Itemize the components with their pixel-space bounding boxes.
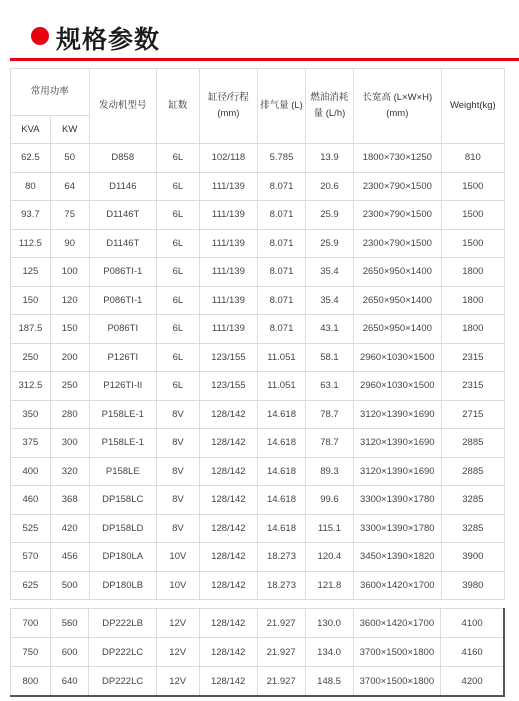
cell-fuel: 134.0: [305, 638, 353, 667]
cell-weight: 1500: [441, 201, 504, 230]
cell-bore-stroke: 111/139: [199, 258, 257, 287]
cell-bore-stroke: 111/139: [199, 172, 257, 201]
table-row: [11, 543, 505, 572]
cell-dims: 3120×1390×1690: [353, 429, 441, 458]
cell-model: DP180LA: [89, 543, 156, 572]
cell-fuel: 130.0: [305, 609, 353, 638]
cell-kva: 312.5: [11, 372, 51, 401]
cell-kva: 80: [11, 172, 51, 201]
cell-model: DP222LC: [89, 667, 156, 697]
cell-fuel: 78.7: [305, 429, 353, 458]
cell-fuel: 120.4: [305, 543, 353, 572]
cell-kw: 64: [50, 172, 89, 201]
cell-model: P086TI-1: [89, 258, 156, 287]
red-dot-icon: [31, 27, 49, 45]
cell-model: P086TI-1: [89, 286, 156, 315]
cell-displacement: 8.071: [257, 258, 305, 287]
cell-cylinders: 8V: [156, 457, 199, 486]
cell-dims: 3120×1390×1690: [353, 400, 441, 429]
cell-dims: 3300×1390×1780: [353, 486, 441, 515]
cell-bore-stroke: 128/142: [199, 609, 257, 638]
cell-fuel: 121.8: [305, 571, 353, 600]
table-row: [11, 571, 505, 600]
table-row: [11, 201, 505, 230]
cell-cylinders: 8V: [156, 400, 199, 429]
cell-weight: 3980: [441, 571, 504, 600]
cell-bore-stroke: 128/142: [199, 457, 257, 486]
cell-dims: 2960×1030×1500: [353, 372, 441, 401]
header-divider: [10, 58, 519, 61]
cell-weight: 1500: [441, 172, 504, 201]
cell-model: P086TI: [89, 315, 156, 344]
cell-kw: 560: [50, 609, 89, 638]
cell-kva: 375: [11, 429, 51, 458]
table-row: [11, 229, 505, 258]
table-row: [11, 258, 505, 287]
header-fuel: [305, 69, 353, 144]
cell-cylinders: 6L: [156, 258, 199, 287]
cell-cylinders: 6L: [156, 343, 199, 372]
cell-kw: 50: [50, 144, 89, 173]
cell-cylinders: 12V: [156, 609, 199, 638]
table-row: [11, 172, 505, 201]
cell-fuel: 78.7: [305, 400, 353, 429]
cell-cylinders: 6L: [156, 172, 199, 201]
cell-model: P126TI-II: [89, 372, 156, 401]
table-row: [11, 457, 505, 486]
header-fuel-unit: 量 (L/h): [313, 108, 346, 119]
cell-bore-stroke: 128/142: [199, 429, 257, 458]
cell-model: P158LE: [89, 457, 156, 486]
cell-displacement: 8.071: [257, 172, 305, 201]
table-row: [11, 667, 505, 697]
cell-kw: 75: [50, 201, 89, 230]
cell-kva: 93.7: [11, 201, 51, 230]
table-header-row: [11, 69, 505, 116]
cell-kva: 700: [11, 609, 51, 638]
header-fuel-label: 燃油消耗: [310, 92, 349, 103]
cell-bore-stroke: 128/142: [199, 400, 257, 429]
cell-kva: 400: [11, 457, 51, 486]
cell-weight: 3285: [441, 486, 504, 515]
cell-bore-stroke: 128/142: [199, 543, 257, 572]
cell-fuel: 13.9: [305, 144, 353, 173]
table-row: [11, 144, 505, 173]
cell-model: P158LE-1: [89, 400, 156, 429]
cell-weight: 2315: [441, 343, 504, 372]
cell-cylinders: 12V: [156, 667, 199, 697]
cell-fuel: 25.9: [305, 201, 353, 230]
cell-model: DP180LB: [89, 571, 156, 600]
cell-fuel: 148.5: [305, 667, 353, 697]
cell-cylinders: 10V: [156, 543, 199, 572]
cell-displacement: 5.785: [257, 144, 305, 173]
cell-dims: 2650×950×1400: [353, 258, 441, 287]
cell-displacement: 14.618: [257, 457, 305, 486]
cell-bore-stroke: 102/118: [199, 144, 257, 173]
cell-dims: 3600×1420×1700: [353, 609, 441, 638]
cell-displacement: 21.927: [257, 609, 305, 638]
cell-kw: 200: [50, 343, 89, 372]
cell-dims: 2300×790×1500: [353, 201, 441, 230]
header-bore-stroke: [199, 69, 257, 144]
cell-bore-stroke: 123/155: [199, 372, 257, 401]
cell-fuel: 43.1: [305, 315, 353, 344]
cell-bore-stroke: 123/155: [199, 343, 257, 372]
cell-fuel: 20.6: [305, 172, 353, 201]
cell-kw: 280: [50, 400, 89, 429]
cell-kva: 625: [11, 571, 51, 600]
cell-kva: 570: [11, 543, 51, 572]
cell-kw: 456: [50, 543, 89, 572]
cell-kw: 420: [50, 514, 89, 543]
cell-weight: 4160: [441, 638, 504, 667]
cell-weight: 2885: [441, 457, 504, 486]
cell-dims: 3700×1500×1800: [353, 638, 441, 667]
cell-displacement: 14.618: [257, 514, 305, 543]
cell-fuel: 115.1: [305, 514, 353, 543]
cell-dims: 2300×790×1500: [353, 229, 441, 258]
cell-cylinders: 6L: [156, 286, 199, 315]
cell-kva: 350: [11, 400, 51, 429]
cell-displacement: 8.071: [257, 315, 305, 344]
cell-weight: 810: [441, 144, 504, 173]
cell-kva: 187.5: [11, 315, 51, 344]
header-dims: 长宽高 (L×W×H)(mm): [353, 69, 441, 144]
cell-displacement: 14.618: [257, 486, 305, 515]
table-row: [11, 315, 505, 344]
cell-kva: 112.5: [11, 229, 51, 258]
cell-displacement: 8.071: [257, 201, 305, 230]
cell-model: DP222LB: [89, 609, 156, 638]
cell-kva: 62.5: [11, 144, 51, 173]
cell-weight: 1800: [441, 286, 504, 315]
cell-kw: 368: [50, 486, 89, 515]
header-displacement: 排气量 (L): [257, 69, 305, 144]
header-model: 发动机型号: [89, 69, 156, 144]
cell-displacement: 14.618: [257, 429, 305, 458]
cell-displacement: 8.071: [257, 286, 305, 315]
table-row: [11, 429, 505, 458]
cell-weight: 1800: [441, 258, 504, 287]
cell-weight: 2315: [441, 372, 504, 401]
table-row: [11, 343, 505, 372]
header-power: 常用功率: [11, 69, 90, 116]
cell-kw: 300: [50, 429, 89, 458]
cell-kw: 150: [50, 315, 89, 344]
cell-kw: 250: [50, 372, 89, 401]
table-row: [11, 400, 505, 429]
cell-displacement: 18.273: [257, 571, 305, 600]
cell-cylinders: 8V: [156, 429, 199, 458]
table-body: [11, 144, 505, 600]
cell-weight: 1500: [441, 229, 504, 258]
cell-dims: 3120×1390×1690: [353, 457, 441, 486]
cell-model: P158LE-1: [89, 429, 156, 458]
cell-dims: 2960×1030×1500: [353, 343, 441, 372]
cell-model: D1146T: [89, 201, 156, 230]
cell-cylinders: 6L: [156, 372, 199, 401]
cell-kw: 100: [50, 258, 89, 287]
table-row: [11, 486, 505, 515]
cell-weight: 4200: [441, 667, 504, 697]
cell-bore-stroke: 128/142: [199, 514, 257, 543]
cell-kva: 800: [11, 667, 51, 697]
cell-fuel: 25.9: [305, 229, 353, 258]
header-weight: Weight(kg): [441, 69, 504, 144]
cell-displacement: 18.273: [257, 543, 305, 572]
cell-cylinders: 10V: [156, 571, 199, 600]
cell-model: D1146T: [89, 229, 156, 258]
cell-fuel: 63.1: [305, 372, 353, 401]
cell-dims: 2650×950×1400: [353, 286, 441, 315]
header-cylinders: 缸数: [156, 69, 199, 144]
cell-model: DP158LD: [89, 514, 156, 543]
cell-cylinders: 8V: [156, 514, 199, 543]
header-kw: KW: [50, 116, 89, 144]
cell-fuel: 99.6: [305, 486, 353, 515]
page-title: 规格参数: [56, 26, 161, 54]
cell-dims: 3700×1500×1800: [353, 667, 441, 697]
cell-dims: 1800×730×1250: [353, 144, 441, 173]
cell-dims: 3600×1420×1700: [353, 571, 441, 600]
cell-model: D1146: [89, 172, 156, 201]
cell-displacement: 8.071: [257, 229, 305, 258]
table-row: [11, 514, 505, 543]
cell-displacement: 14.618: [257, 400, 305, 429]
cell-displacement: 11.051: [257, 343, 305, 372]
cell-displacement: 11.051: [257, 372, 305, 401]
cell-cylinders: 8V: [156, 486, 199, 515]
cell-bore-stroke: 111/139: [199, 315, 257, 344]
table-row: [11, 638, 505, 667]
cell-kw: 320: [50, 457, 89, 486]
cell-displacement: 21.927: [257, 667, 305, 697]
cell-weight: 2715: [441, 400, 504, 429]
spec-table: [10, 68, 505, 600]
cell-cylinders: 6L: [156, 229, 199, 258]
cell-kva: 150: [11, 286, 51, 315]
header-bore-stroke-unit: (mm): [217, 108, 240, 119]
header-kva: KVA: [11, 116, 51, 144]
cell-bore-stroke: 111/139: [199, 229, 257, 258]
cell-weight: 3900: [441, 543, 504, 572]
cell-kw: 500: [50, 571, 89, 600]
cell-weight: 4100: [441, 609, 504, 638]
header-bore-stroke-label: 缸径/行程: [208, 92, 249, 103]
cell-dims: 2300×790×1500: [353, 172, 441, 201]
cell-kva: 525: [11, 514, 51, 543]
cell-kw: 640: [50, 667, 89, 697]
cell-bore-stroke: 128/142: [199, 571, 257, 600]
cell-kva: 250: [11, 343, 51, 372]
table-body-continued: [11, 609, 505, 697]
cell-fuel: 58.1: [305, 343, 353, 372]
cell-fuel: 35.4: [305, 286, 353, 315]
cell-cylinders: 12V: [156, 638, 199, 667]
cell-kva: 750: [11, 638, 51, 667]
cell-dims: 3300×1390×1780: [353, 514, 441, 543]
section-header: [0, 0, 519, 64]
cell-model: P126TI: [89, 343, 156, 372]
cell-fuel: 35.4: [305, 258, 353, 287]
cell-weight: 2885: [441, 429, 504, 458]
cell-displacement: 21.927: [257, 638, 305, 667]
table-row: [11, 372, 505, 401]
cell-dims: 2650×950×1400: [353, 315, 441, 344]
cell-model: D858: [89, 144, 156, 173]
cell-kva: 125: [11, 258, 51, 287]
cell-model: DP158LC: [89, 486, 156, 515]
cell-weight: 3285: [441, 514, 504, 543]
cell-bore-stroke: 128/142: [199, 638, 257, 667]
cell-fuel: 89.3: [305, 457, 353, 486]
cell-cylinders: 6L: [156, 144, 199, 173]
spec-table-continued: [10, 608, 505, 697]
cell-bore-stroke: 111/139: [199, 286, 257, 315]
cell-kw: 90: [50, 229, 89, 258]
cell-kw: 600: [50, 638, 89, 667]
cell-bore-stroke: 111/139: [199, 201, 257, 230]
cell-cylinders: 6L: [156, 315, 199, 344]
cell-cylinders: 6L: [156, 201, 199, 230]
table-row: [11, 286, 505, 315]
cell-bore-stroke: 128/142: [199, 486, 257, 515]
cell-model: DP222LC: [89, 638, 156, 667]
cell-dims: 3450×1390×1820: [353, 543, 441, 572]
table-row: [11, 609, 505, 638]
cell-weight: 1800: [441, 315, 504, 344]
cell-kva: 460: [11, 486, 51, 515]
cell-bore-stroke: 128/142: [199, 667, 257, 697]
cell-kw: 120: [50, 286, 89, 315]
